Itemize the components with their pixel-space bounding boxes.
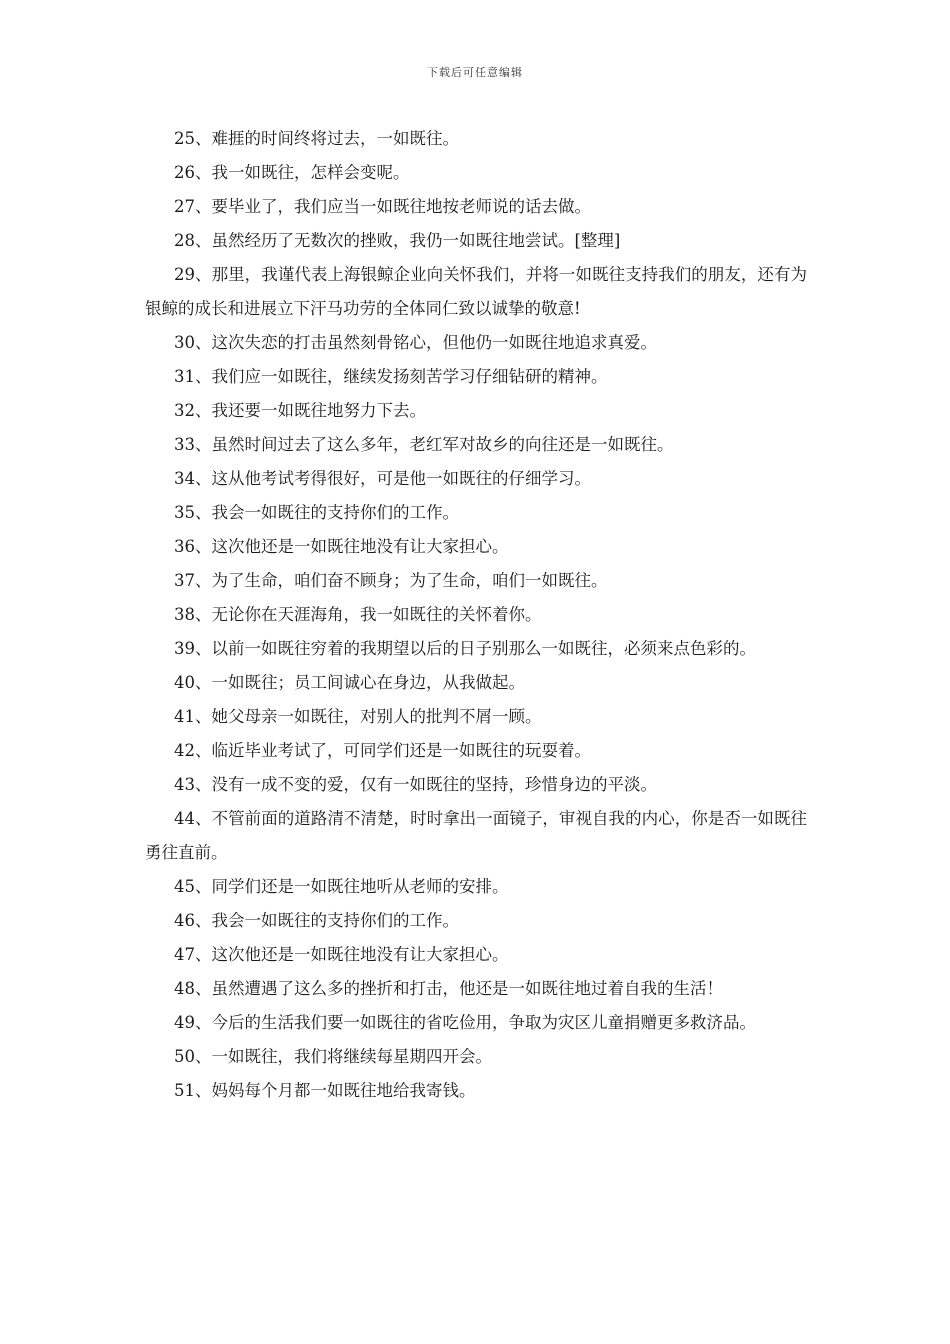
paragraph-47: 47、这次他还是一如既往地没有让大家担心。 bbox=[174, 945, 509, 964]
paragraph-36: 36、这次他还是一如既往地没有让大家担心。 bbox=[174, 537, 509, 556]
paragraph-46: 46、我会一如既往的支持你们的工作。 bbox=[174, 911, 459, 930]
document-body bbox=[145, 122, 807, 1108]
paragraph-37: 37、为了生命，咱们奋不顾身；为了生命，咱们一如既往。 bbox=[174, 571, 608, 590]
paragraph-32: 32、我还要一如既往地努力下去。 bbox=[174, 401, 426, 420]
paragraph-43: 43、没有一成不变的爱，仅有一如既往的坚持，珍惜身边的平淡。 bbox=[174, 775, 657, 794]
paragraph-39: 39、以前一如既往穷着的我期望以后的日子别那么一如既往，必须来点色彩的。 bbox=[174, 639, 756, 658]
paragraph-50: 50、一如既往，我们将继续每星期四开会。 bbox=[174, 1047, 492, 1066]
paragraph-28: 28、虽然经历了无数次的挫败，我仍一如既往地尝试。[整理] bbox=[174, 231, 621, 250]
paragraph-49: 49、今后的生活我们要一如既往的省吃俭用，争取为灾区儿童捐赠更多救济品。 bbox=[174, 1013, 756, 1032]
paragraph-33: 33、虽然时间过去了这么多年，老红军对故乡的向往还是一如既往。 bbox=[174, 435, 674, 454]
paragraph-44: 44、不管前面的道路清不清楚，时时拿出一面镜子，审视自我的内心，你是否一如既往勇往直前。 bbox=[145, 809, 807, 862]
paragraph-48: 48、虽然遭遇了这么多的挫折和打击，他还是一如既往地过着自我的生活！ bbox=[174, 979, 723, 998]
paragraph-35: 35、我会一如既往的支持你们的工作。 bbox=[174, 503, 459, 522]
paragraph-42: 42、临近毕业考试了，可同学们还是一如既往的玩耍着。 bbox=[174, 741, 591, 760]
paragraph-38: 38、无论你在天涯海角，我一如既往的关怀着你。 bbox=[174, 605, 542, 624]
page-header: 下载后可任意编辑 bbox=[427, 66, 523, 79]
paragraph-45: 45、同学们还是一如既往地听从老师的安排。 bbox=[174, 877, 509, 896]
paragraph-31: 31、我们应一如既往，继续发扬刻苦学习仔细钻研的精神。 bbox=[174, 367, 608, 386]
paragraph-51: 51、妈妈每个月都一如既往地给我寄钱。 bbox=[174, 1081, 476, 1100]
paragraph-25: 25、难捱的时间终将过去，一如既往。 bbox=[174, 129, 459, 148]
paragraph-29: 29、那里，我谨代表上海银鲸企业向关怀我们，并将一如既往支持我们的朋友，还有为银鲸的成长和进展立下汗马功劳的全体同仁致以诚挚的敬意! bbox=[145, 265, 807, 318]
paragraph-26: 26、我一如既往，怎样会变呢。 bbox=[174, 163, 410, 182]
paragraph-34: 34、这从他考试考得很好，可是他一如既往的仔细学习。 bbox=[174, 469, 591, 488]
paragraph-40: 40、一如既往；员工间诚心在身边，从我做起。 bbox=[174, 673, 525, 692]
paragraph-27: 27、要毕业了，我们应当一如既往地按老师说的话去做。 bbox=[174, 197, 591, 216]
paragraph-30: 30、这次失恋的打击虽然刻骨铭心，但他仍一如既往地追求真爱。 bbox=[174, 333, 657, 352]
paragraph-41: 41、她父母亲一如既往，对别人的批判不屑一顾。 bbox=[174, 707, 542, 726]
